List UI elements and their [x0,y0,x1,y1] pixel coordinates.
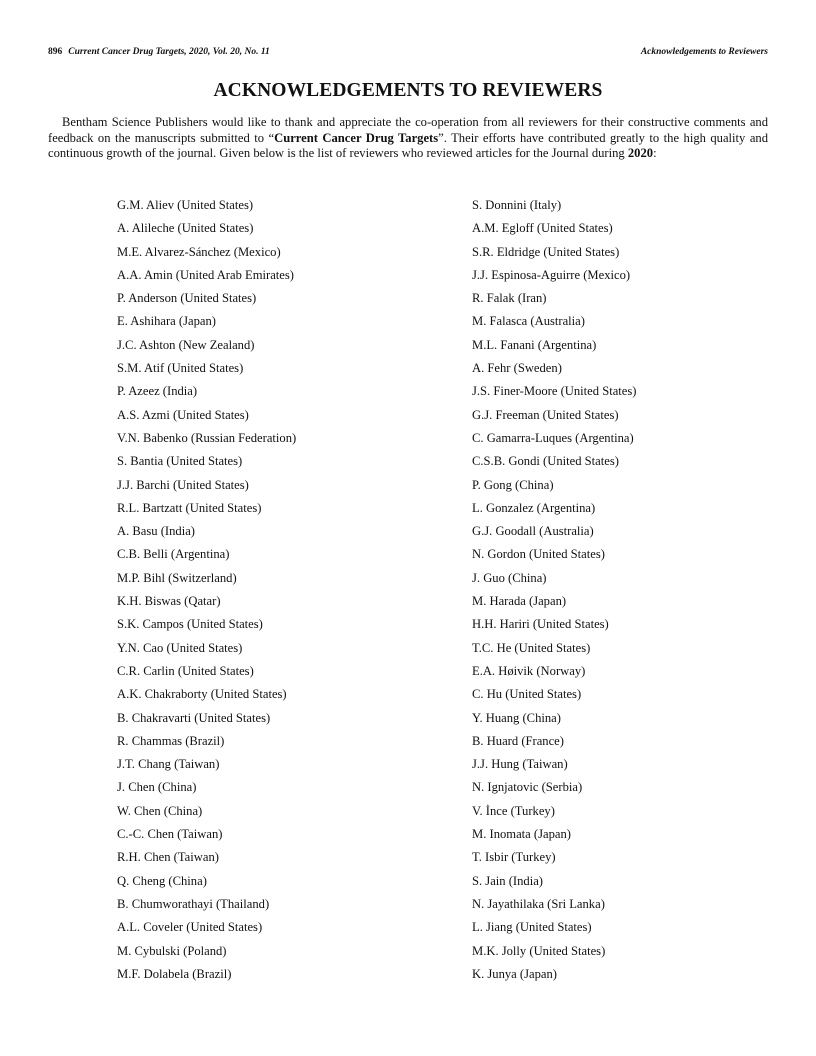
reviewer-entry: R. Falak (Iran) [472,291,547,306]
reviewer-entry: G.M. Aliev (United States) [117,198,254,212]
reviewer-entry: C.S.B. Gondi (United States) [472,454,619,469]
reviewer-entry: B. Huard (France) [472,733,564,748]
year: 2020 [627,146,654,161]
reviewer-entry: M. Cybulski (Poland) [117,943,227,958]
reviewer-entry: B. Chumworathayi (Thailand) [117,896,270,911]
reviewer-entry: A.K. Chakraborty (United States) [117,687,287,702]
reviewer-entry: S. Bantia (United States) [117,454,243,469]
reviewer-entry: M.K. Jolly (United States) [472,943,606,958]
reviewer-entry: G.J. Goodall (Australia) [472,524,594,539]
intro-text: : [653,146,657,161]
journal-name: Current Cancer Drug Targets [274,130,439,145]
reviewer-entry: J.J. Hung (Taiwan) [472,757,568,772]
reviewer-entry: N. Jayathilaka (Sri Lanka) [472,896,605,911]
intro-text: Bentham Science Publishers would like to thank and appreciate the co-operation from all reviewers for their constructive comments and feedback on the manuscripts submitted to “ [48,115,768,145]
page-title: ACKNOWLEDGEMENTS TO REVIEWERS [213,80,603,101]
reviewer-entry: E.A. Høivik (Norway) [472,663,586,678]
reviewer-entry: T. Isbir (Turkey) [472,850,556,865]
reviewer-entry: B. Chakravarti (United States) [117,710,271,725]
reviewer-entry: A. Basu (India) [117,524,195,539]
reviewer-entry: S. Donnini (Italy) [472,198,562,212]
section-title: Acknowledgements to Reviewers [640,47,768,57]
reviewer-entry: M. Inomata (Japan) [472,827,571,842]
reviewer-entry: K.H. Biswas (Qatar) [117,594,221,609]
reviewer-entry: M. Falasca (Australia) [472,314,585,329]
reviewer-entry: A.L. Coveler (United States) [117,920,263,935]
reviewer-entry: W. Chen (China) [117,803,203,818]
reviewer-entry: J. Guo (China) [472,570,547,585]
intro-paragraph [48,115,768,162]
reviewer-entry: S.K. Campos (United States) [117,617,263,632]
reviewer-entry: P. Gong (China) [472,477,554,492]
reviewer-entry: J.J. Barchi (United States) [117,477,249,492]
reviewer-entry: C.-C. Chen (Taiwan) [117,827,223,842]
reviewer-entry: M. Harada (Japan) [472,594,567,609]
reviewer-entry: C.R. Carlin (United States) [117,663,254,678]
reviewer-entry: C. Hu (United States) [472,687,582,702]
reviewer-entry: V.N. Babenko (Russian Federation) [117,430,297,445]
reviewer-entry: K. Junya (Japan) [472,966,557,981]
reviewer-list-left [117,197,296,989]
reviewer-entry: C.B. Belli (Argentina) [117,547,230,562]
reviewer-entry: S.R. Eldridge (United States) [472,244,620,259]
reviewer-entry: J.J. Espinosa-Aguirre (Mexico) [472,267,631,282]
reviewer-entry: T.C. He (United States) [472,640,591,655]
reviewer-entry: P. Azeez (India) [117,384,198,399]
reviewer-entry: L. Jiang (United States) [472,920,592,935]
reviewer-entry: Y. Huang (China) [472,710,561,725]
reviewer-entry: A.S. Azmi (United States) [117,407,249,422]
reviewer-entry: J.T. Chang (Taiwan) [117,757,220,772]
reviewer-entry: A. Fehr (Sweden) [472,361,562,376]
reviewer-entry: M.E. Alvarez-Sánchez (Mexico) [117,244,281,259]
reviewer-entry: M.P. Bihl (Switzerland) [117,570,237,585]
reviewer-entry: A. Alileche (United States) [117,221,254,236]
reviewer-entry: J. Chen (China) [117,780,197,795]
reviewer-entry: Q. Cheng (China) [117,873,207,888]
reviewer-entry: R. Chammas (Brazil) [117,733,225,748]
reviewer-entry: J.S. Finer-Moore (United States) [472,384,637,399]
running-header [48,47,768,57]
reviewer-entry: G.J. Freeman (United States) [472,407,619,422]
reviewer-entry: R.H. Chen (Taiwan) [117,850,219,865]
reviewer-entry: R.L. Bartzatt (United States) [117,500,262,515]
reviewer-entry: E. Ashihara (Japan) [117,314,216,329]
reviewer-list-right [472,197,637,989]
reviewer-entry: M.F. Dolabela (Brazil) [117,966,232,981]
reviewer-entry: M.L. Fanani (Argentina) [472,337,597,352]
reviewer-entry: P. Anderson (United States) [117,291,257,306]
reviewer-entry: N. Gordon (United States) [472,547,605,562]
reviewer-entry: A.A. Amin (United Arab Emirates) [117,267,294,282]
reviewer-entry: S. Jain (India) [472,873,543,888]
reviewer-entry: L. Gonzalez (Argentina) [472,500,596,515]
intro-text: ”. Their efforts have contributed greatly to the high quality and continuous growth of the journal. Given below is the list of reviewers who reviewed articles for the Journal during [48,130,768,161]
reviewer-entry: Y.N. Cao (United States) [117,640,243,655]
reviewer-entry: S.M. Atif (United States) [117,361,244,376]
reviewer-entry: A.M. Egloff (United States) [472,221,613,236]
page-number: 896 [48,47,63,57]
reviewer-entry: V. İnce (Turkey) [472,803,555,818]
reviewer-entry: J.C. Ashton (New Zealand) [117,337,255,352]
reviewer-entry: H.H. Hariri (United States) [472,617,609,632]
reviewer-entry: C. Gamarra-Luques (Argentina) [472,430,634,445]
reviewer-entry: N. Ignjatovic (Serbia) [472,780,583,795]
journal-citation: Current Cancer Drug Targets, 2020, Vol. 20, No. 11 [68,47,270,57]
